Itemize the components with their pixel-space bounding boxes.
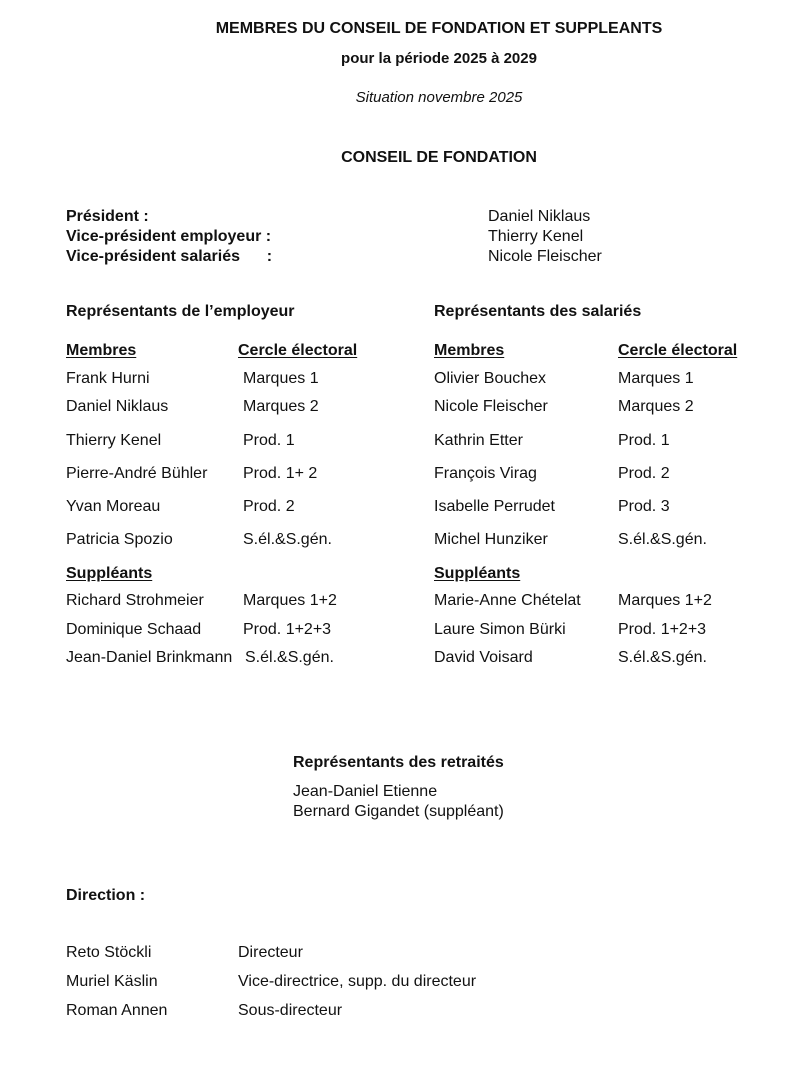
retirees-heading: Représentants des retraités — [293, 754, 504, 771]
employee-member-name: François Virag — [434, 465, 537, 482]
employer-heading: Représentants de l’employeur — [66, 303, 295, 320]
section-title: CONSEIL DE FONDATION — [341, 149, 537, 166]
employer-member-circle: Prod. 2 — [243, 498, 295, 515]
employee-substitute-circle: S.él.&S.gén. — [618, 649, 707, 666]
employees-substitutes-header: Suppléants — [434, 565, 521, 582]
employee-member-circle: Marques 2 — [618, 398, 694, 415]
employee-member-name: Kathrin Etter — [434, 432, 523, 449]
direction-member-name: Roman Annen — [66, 1002, 168, 1019]
employer-member-name: Patricia Spozio — [66, 531, 173, 548]
employee-substitute-name: David Voisard — [434, 649, 533, 666]
retiree-substitute-name: Bernard Gigandet (suppléant) — [293, 803, 504, 820]
direction-member-role: Directeur — [238, 944, 303, 961]
vice-president-employees-label: Vice-président salariés : — [66, 248, 273, 265]
employer-member-name: Frank Hurni — [66, 370, 150, 387]
employer-member-circle: Prod. 1+ 2 — [243, 465, 318, 482]
employee-substitute-name: Marie-Anne Chételat — [434, 592, 581, 609]
employee-member-circle: Marques 1 — [618, 370, 694, 387]
direction-heading: Direction : — [66, 887, 146, 904]
employer-substitutes-header: Suppléants — [66, 565, 153, 582]
vice-president-employees-name: Nicole Fleischer — [488, 248, 602, 265]
document-title: MEMBRES DU CONSEIL DE FONDATION ET SUPPLEANTS — [215, 20, 663, 37]
employer-circle-header: Cercle électoral — [238, 342, 358, 359]
employer-member-circle: Marques 2 — [243, 398, 319, 415]
direction-member-name: Reto Stöckli — [66, 944, 152, 961]
employees-members-header: Membres — [434, 342, 505, 359]
employer-substitute-name: Jean-Daniel Brinkmann — [66, 649, 233, 666]
employer-substitute-circle: Prod. 1+2+3 — [243, 621, 332, 638]
employees-heading: Représentants des salariés — [434, 303, 642, 320]
employer-substitute-circle: Marques 1+2 — [243, 592, 337, 609]
employee-member-circle: Prod. 3 — [618, 498, 670, 515]
employer-substitute-name: Dominique Schaad — [66, 621, 202, 638]
employee-member-circle: Prod. 1 — [618, 432, 670, 449]
employee-member-name: Olivier Bouchex — [434, 370, 547, 387]
employee-member-name: Isabelle Perrudet — [434, 498, 555, 515]
vice-president-employer-name: Thierry Kenel — [488, 228, 584, 245]
direction-member-role: Sous-directeur — [238, 1002, 343, 1019]
employer-member-circle: Prod. 1 — [243, 432, 295, 449]
employer-substitute-name: Richard Strohmeier — [66, 592, 204, 609]
vice-president-employer-label: Vice-président employeur : — [66, 228, 272, 245]
retiree-name: Jean-Daniel Etienne — [293, 783, 438, 800]
employee-member-name: Nicole Fleischer — [434, 398, 548, 415]
employer-substitute-circle: S.él.&S.gén. — [245, 649, 334, 666]
employee-member-circle: Prod. 2 — [618, 465, 670, 482]
employee-member-name: Michel Hunziker — [434, 531, 548, 548]
employer-members-header: Membres — [66, 342, 137, 359]
president-name: Daniel Niklaus — [488, 208, 591, 225]
employer-member-name: Daniel Niklaus — [66, 398, 169, 415]
employee-substitute-circle: Marques 1+2 — [618, 592, 712, 609]
direction-member-role: Vice-directrice, supp. du directeur — [238, 973, 477, 990]
employee-substitute-circle: Prod. 1+2+3 — [618, 621, 707, 638]
employer-member-circle: S.él.&S.gén. — [243, 531, 332, 548]
employer-member-circle: Marques 1 — [243, 370, 319, 387]
period-subtitle: pour la période 2025 à 2029 — [341, 50, 537, 67]
situation-date: Situation novembre 2025 — [355, 89, 523, 106]
direction-member-name: Muriel Käslin — [66, 973, 158, 990]
president-label: Président : — [66, 208, 149, 225]
employer-member-name: Thierry Kenel — [66, 432, 162, 449]
employee-member-circle: S.él.&S.gén. — [618, 531, 707, 548]
employer-member-name: Pierre-André Bühler — [66, 465, 208, 482]
employer-member-name: Yvan Moreau — [66, 498, 161, 515]
employee-substitute-name: Laure Simon Bürki — [434, 621, 566, 638]
employees-circle-header: Cercle électoral — [618, 342, 738, 359]
